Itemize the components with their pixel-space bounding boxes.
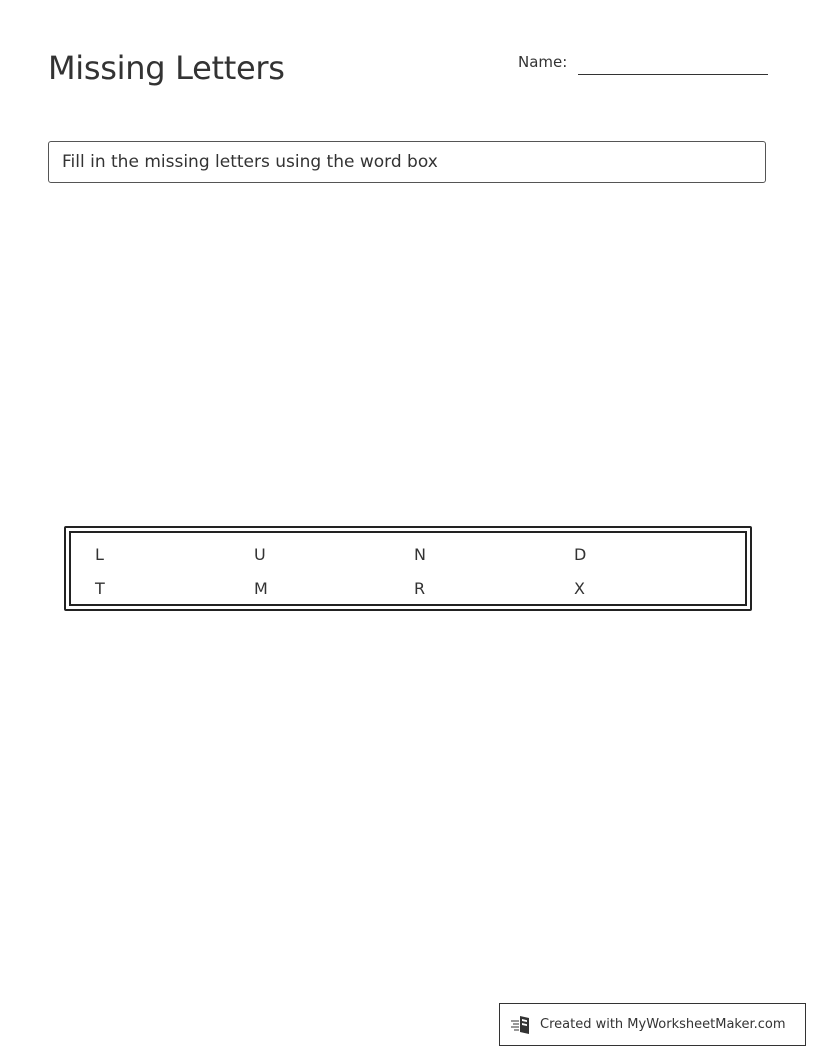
footer-badge[interactable] (499, 1003, 806, 1046)
word-box-inner-border (69, 531, 747, 606)
word-box-letter: T (95, 579, 105, 598)
word-box-letter: D (574, 545, 587, 564)
word-box-letter: M (254, 579, 268, 598)
word-box-letter: U (254, 545, 266, 564)
word-box-letter: N (414, 545, 426, 564)
word-box-letter: L (95, 545, 104, 564)
footer-badge-text: Created with MyWorksheetMaker.com (540, 1017, 786, 1032)
instructions-box: Fill in the missing letters using the word box (48, 141, 766, 183)
name-underline[interactable] (578, 74, 768, 75)
worksheet-maker-logo-icon (510, 1013, 534, 1037)
word-box-letter: X (574, 579, 585, 598)
name-field[interactable] (518, 52, 770, 78)
name-label: Name: (518, 53, 568, 71)
page-title: Missing Letters (48, 49, 285, 87)
word-box (64, 526, 752, 611)
word-box-letter: R (414, 579, 426, 598)
